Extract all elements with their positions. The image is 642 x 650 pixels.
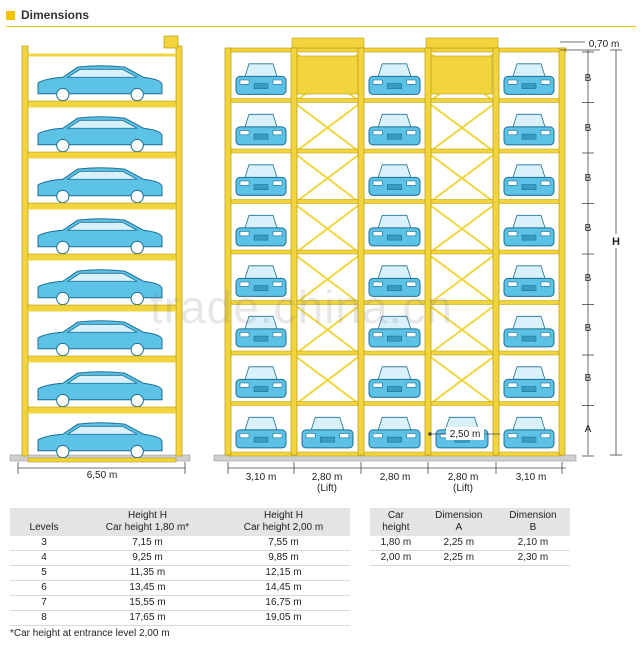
car-windshield [245,165,277,178]
car-headlight [240,282,249,286]
rack-platform [496,250,562,254]
car-grille [320,437,334,442]
car-wheel [131,241,143,253]
car-headlight [407,333,416,337]
rack-platform [28,407,176,411]
rack-platform [361,452,428,456]
levels-cell: 5 [10,566,78,581]
car-headlight [407,383,416,387]
dim-a: A [584,424,592,435]
rack-platform [428,452,496,456]
bottom-dim-3: 2,80 m [379,472,411,483]
car-grille [387,336,401,341]
dim-a-cell: 2,25 m [422,536,496,551]
rack-platform [428,200,496,204]
car-grille [387,286,401,291]
rack-platform [361,351,428,355]
height18-cell: 15,55 m [78,596,217,611]
car-wheel [57,139,69,151]
rack-column [291,48,297,455]
dim-b-4: B [584,223,592,234]
rack-platform [294,402,361,406]
rack-platform [496,149,562,153]
top-gap-label: 0,70 m [588,39,620,50]
rack-platform [228,402,294,406]
car-headlight [273,131,282,135]
rack-platform [294,200,361,204]
car-grille [387,134,401,139]
car-windshield [513,165,545,178]
rack-platform [294,301,361,305]
header-line-2: Car height 2,00 m [243,522,324,533]
rack-column [425,48,431,455]
rack-platform [228,149,294,153]
car-windshield [378,417,411,430]
car-headlight [373,232,382,236]
rack-platform [496,452,562,456]
rack-platform [228,200,294,204]
left-width-label: 6,50 m [86,470,118,481]
rack-platform [294,452,361,456]
car-windshield [513,64,545,77]
rack-platform [294,149,361,153]
car-headlight [373,181,382,185]
rack-platform [361,402,428,406]
rack-platform [228,452,294,456]
car-headlight [340,434,349,438]
car-headlight [508,383,517,387]
car-headlight [306,434,315,438]
entrance-width-dot [428,432,432,436]
section-title-text: Dimensions [21,8,90,22]
car-headlight [541,383,550,387]
car-windshield [378,64,411,77]
rack-platform [228,351,294,355]
header-line-2: B [529,522,537,533]
car-headlight [273,383,282,387]
header-line-2: A [455,522,463,533]
dim-b-6: B [584,323,592,334]
car-grille [387,387,401,392]
car-grille [254,84,268,89]
car-wheel [131,343,143,355]
car-wheel [57,241,69,253]
car-grille [522,134,536,139]
car-windshield [378,367,411,380]
car-windshield [513,417,545,430]
car-headlight [508,232,517,236]
dimension-table-header [370,508,570,536]
lift-hoist [292,38,364,48]
car-headlight [407,434,416,438]
rack-platform [428,250,496,254]
levels-table [10,508,350,626]
car-windshield [513,266,545,279]
levels-cell: 8 [10,611,78,626]
car-grille [387,437,401,442]
rack-platform [496,200,562,204]
bottom-dim-2: 2,80 m [311,472,343,483]
car-headlight [240,80,249,84]
car-grille [522,84,536,89]
car-windshield [513,316,545,329]
car-windshield [245,215,277,228]
rack-platform [28,203,176,207]
car-headlight [373,333,382,337]
car-wheel [57,292,69,304]
levels-col-header [10,508,78,536]
rack-platform [496,351,562,355]
rack-platform [428,149,496,153]
table-row [370,551,570,566]
car-grille [387,185,401,190]
dim-b-2: B [584,123,592,134]
table-row [10,536,350,551]
dim-a-cell: 2,25 m [422,551,496,566]
lift-hoist [426,38,498,48]
car-grille [254,185,268,190]
dim-b-cell: 2,10 m [496,536,570,551]
car-grille [254,437,268,442]
car-wheel [131,88,143,100]
car-grille [522,286,536,291]
rack-platform [28,356,176,360]
bottom-dim-4: 2,80 m [447,472,479,483]
car-grille [254,336,268,341]
rack-platform [496,402,562,406]
levels-cell: 7 [10,596,78,611]
bottom-dim-5: 3,10 m [515,472,547,483]
watermark-text: trade.china.cn [150,281,453,333]
car-wheel [131,394,143,406]
height20-cell: 7,55 m [217,536,350,551]
rack-platform [28,458,176,462]
car-height-cell: 1,80 m [370,536,422,551]
car-grille [387,235,401,240]
header-line-1: Height H [128,510,167,521]
car-headlight [541,434,550,438]
height18-cell: 17,65 m [78,611,217,626]
header-line-1: Height H [264,510,303,521]
car-windshield [378,266,411,279]
rack-platform [361,301,428,305]
height18-cell: 13,45 m [78,581,217,596]
height20-cell: 19,05 m [217,611,350,626]
table-row [10,581,350,596]
header-line-1: Dimension [435,510,483,521]
header-line-2: height [382,522,410,533]
car-windshield [378,165,411,178]
rack-column [493,48,499,455]
car-headlight [273,181,282,185]
car-wheel [57,88,69,100]
rack-top-beam [228,48,566,52]
car-headlight [508,434,517,438]
car-windshield [378,215,411,228]
height20-cell: 12,15 m [217,566,350,581]
car-headlight [240,434,249,438]
table-row [370,536,570,551]
header-line-1: Dimension [509,510,557,521]
car-headlight [373,434,382,438]
rack-platform [428,351,496,355]
car-grille [254,286,268,291]
car-headlight [407,80,416,84]
rack-platform [228,99,294,103]
car-headlight [407,282,416,286]
car-windshield [245,64,277,77]
rack-platform [294,250,361,254]
height18-col-header [78,508,217,536]
car-wheel [57,343,69,355]
table-row [10,551,350,566]
car-headlight [508,282,517,286]
car-headlight [273,80,282,84]
rack-hoist [164,36,178,48]
car-headlight [508,131,517,135]
height18-cell: 11,35 m [78,566,217,581]
car-headlight [541,80,550,84]
car-windshield [378,316,411,329]
car-windshield [245,316,277,329]
car-wheel [131,190,143,202]
dim-b-5: B [584,273,592,284]
car-headlight [373,383,382,387]
car-wheel [57,394,69,406]
rack-platform [228,301,294,305]
side-view-rack [10,36,190,462]
car-headlight [240,383,249,387]
table-row [10,611,350,626]
dim-b-7: B [584,373,592,384]
car-headlight [240,131,249,135]
levels-cell: 4 [10,551,78,566]
car-headlight [407,131,416,135]
car-grille [387,84,401,89]
car-headlight [541,232,550,236]
car-grille [254,134,268,139]
rack-column [176,46,182,456]
car-headlight [541,282,550,286]
car-windshield [513,215,545,228]
car-headlight [407,181,416,185]
car-wheel [57,190,69,202]
rack-platform [294,351,361,355]
lift-pallet [430,56,492,94]
rack-platform [28,254,176,258]
header-line-1: Car [387,510,404,521]
car-headlight [508,181,517,185]
car-grille [522,235,536,240]
rack-platform [496,301,562,305]
car-wheel [131,292,143,304]
car-headlight [273,434,282,438]
car-headlight [273,333,282,337]
rack-platform [228,250,294,254]
overall-height-label: H [612,236,620,248]
rack-column [559,48,565,455]
car-windshield [245,367,277,380]
rack-platform [28,101,176,105]
car-height-col-header [370,508,422,536]
car-grille [522,336,536,341]
car-windshield [513,114,545,127]
header-line-2: Car height 1,80 m* [105,522,190,533]
car-headlight [273,282,282,286]
table-row [10,596,350,611]
levels-cell: 6 [10,581,78,596]
car-headlight [373,80,382,84]
dim-b-3: B [584,173,592,184]
car-headlight [508,333,517,337]
dimension-table [370,508,570,566]
car-headlight [541,131,550,135]
car-wheel [57,445,69,457]
height18-cell: 9,25 m [78,551,217,566]
rack-column [225,48,231,455]
rack-platform [28,152,176,156]
bottom-dim-1: 3,10 m [245,472,277,483]
car-wheel [131,139,143,151]
car-grille [522,387,536,392]
table-row [10,566,350,581]
levels-cell: 3 [10,536,78,551]
car-grille [522,185,536,190]
rack-platform [361,99,428,103]
rack-platform [361,200,428,204]
car-windshield [513,367,545,380]
rack-column [22,46,28,456]
rack-platform [428,301,496,305]
car-windshield [245,417,277,430]
rack-platform [28,305,176,309]
entrance-width-label: 2,50 m [449,429,481,440]
bottom-dim-2-sub: (Lift) [317,483,337,494]
rack-platform [361,149,428,153]
car-headlight [240,333,249,337]
car-headlight [373,282,382,286]
dim-a-col-header [422,508,496,536]
dim-b-cell: 2,30 m [496,551,570,566]
car-headlight [508,80,517,84]
rack-platform [496,99,562,103]
rack-column [358,48,364,455]
car-headlight [541,333,550,337]
height20-cell: 16,75 m [217,596,350,611]
car-headlight [407,232,416,236]
car-windshield [378,114,411,127]
dim-b-col-header [496,508,570,536]
car-wheel [131,445,143,457]
car-height-cell: 2,00 m [370,551,422,566]
bottom-dim-4-sub: (Lift) [453,483,473,494]
rack-platform [361,250,428,254]
car-windshield [311,417,344,430]
car-headlight [240,232,249,236]
car-windshield [245,114,277,127]
height20-col-header [217,508,350,536]
car-windshield [245,266,277,279]
car-headlight [240,181,249,185]
levels-table-header [10,508,350,536]
car-grille [254,235,268,240]
car-headlight [273,232,282,236]
dim-b-1: B [584,73,592,84]
rack-platform [428,99,496,103]
footnote: *Car height at entrance level 2,00 m [10,628,170,639]
rack-platform [428,402,496,406]
height20-cell: 14,45 m [217,581,350,596]
car-headlight [541,181,550,185]
height20-cell: 9,85 m [217,551,350,566]
front-view-rack [214,38,576,461]
car-grille [522,437,536,442]
rack-platform [294,99,361,103]
car-headlight [373,131,382,135]
car-grille [254,387,268,392]
height18-cell: 7,15 m [78,536,217,551]
lift-pallet [296,56,358,94]
header-line-2: Levels [29,522,59,533]
